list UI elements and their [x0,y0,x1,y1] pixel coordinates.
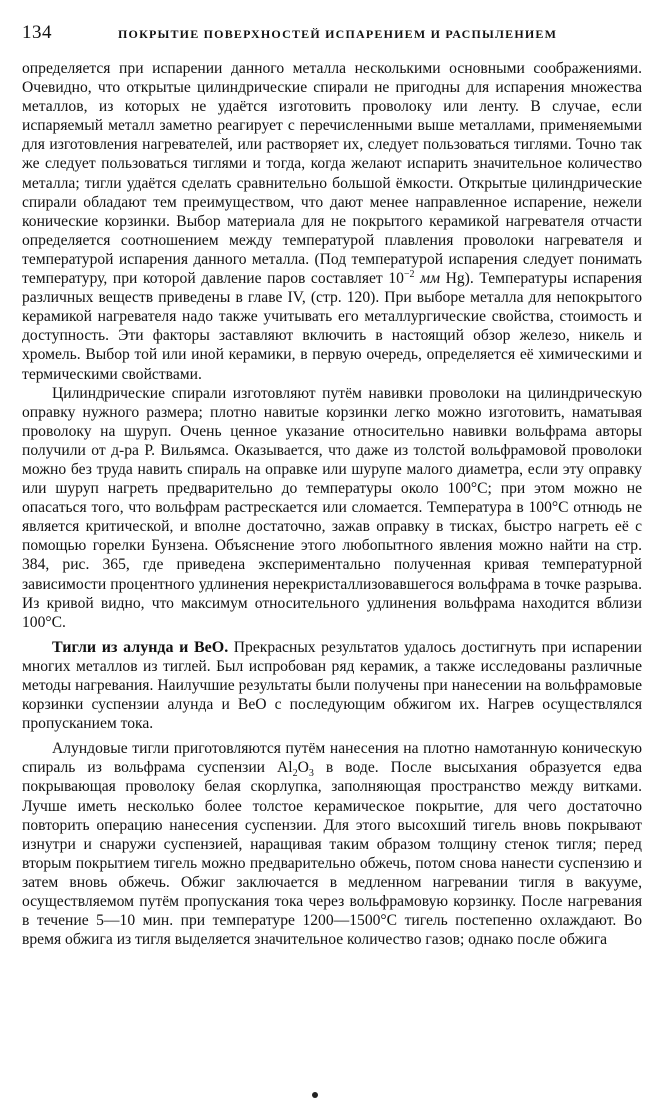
print-dot [312,1092,318,1098]
pressure-exponent: −2 [403,268,415,280]
pressure-base: 10 [388,270,404,288]
paragraph-1 [22,59,642,384]
body-text [22,59,642,949]
paragraph-4 [22,739,642,949]
paragraph-4-text-a: Алундовые тигли приготовляются путём нанесения на плотно намотанную коническую спираль из вольфрама суспензии Al [22,740,642,777]
paragraph-3-text: Прекрасных результатов удалось достигнуть при испарении многих металлов из тиглей. Был испробован ряд керамик, а также исследованы различные методы нагревания. Наилучшие результаты были получены при нанесении на вольфрамовые корзинки суспензии алунда и BeO с последующим обжигом их. Нагрев осуществлялся пропусканием тока. [22,638,642,733]
paragraph-3 [22,638,642,733]
section-heading-alundum-beo: Тигли из алунда и BeO. [52,638,229,656]
subscript-3: 3 [308,768,314,780]
subscript-2: 2 [292,768,298,780]
paragraph-4-text-b: в воде. После высыхания образуется едва покрывающая проволоку белая скорлупка, заполняющая пространство между витками. Лучше иметь несколько более толстое керамическое покрытие, для чего достаточно повторить операцию нанесения суспензии. Для этого высохший тигель вновь покрывают изнутри и снаружи суспензией, наращивая таким образом толщину стенок тигля; перед вторым покрытием тигель можно предварительно обжечь, потом снова нанести суспензию и затем вновь обжечь. Обжиг заключается в медленном нагревании тигля в вакууме, осуществляемом путём пропускания тока через вольфрамовую корзинку. После нагревания в течение 5—10 мин. при температуре 1200—1500°C тигель постепенно охлаждают. Во время обжига из тигля выделяется значительное количество газов; однако после обжига [22,759,642,949]
paragraph-1-text: определяется при испарении данного металла несколькими основными соображениями. Очевидно, что открытые цилиндрические спирали не пригодны для испарения множества металлов, из которых не удаётся изготовить проволоку или ленту. В случае, если испаряемый металл заметно реагирует с перечисленными выше металлами, применяемыми для изготовления нагревателей, или растворяет их, следует пользоваться тиглями. Точно так же следует пользоваться тиглями и тогда, когда желают испарить значительное количество металла; тигли удаётся сделать сравнительно большой ёмкости. Открытые цилиндрические спирали обладают тем преимуществом, что дают менее направленное испарение, нежели конические корзинки. Выбор материала для не покрытого керамикой нагревателя отчасти определяется соотношением между температурой плавления проволоки нагревателя и температурой испарения данного металла. (Под температурой испарения следует понимать температуру, при которой давление паров составляет [22,60,642,288]
paragraph-2: Цилиндрические спирали изготовляют путём навивки проволоки на цилиндрическую оправку нужного размера; плотно навитые корзинки легко можно изготовить, наматывая проволоку на шуруп. Очень ценное указание относительно навивки вольфрама авторы получили от д-ра Р. Вильямса. Оказывается, что даже из толстой вольфрамовой проволоки можно без труда навить спираль на оправке или шурупе малого диаметра, если эту оправку или шуруп нагреть предварительно до температуры около 100°C; при этом можно не опасаться того, что вольфрам растрескается или сломается. Температура в 100°C отнюдь не является критической, и вполне достаточно, зажав оправку в тисках, быстро нагреть её с помощью горелки Бунзена. Объяснение этого любопытного явления можно найти на стр. 384, рис. 365, где приведена экспериментально полученная кривая температурной зависимости процентного удлинения нерекристаллизовавшегося вольфрама в точке разрыва. Из кривой видно, что максимум относительного удлинения вольфрама находится вблизи 100°C. [22,384,642,631]
formula-oxygen: O [297,759,309,777]
page-header [22,22,642,56]
running-title: ПОКРЫТИЕ ПОВЕРХНОСТЕЙ ИСПАРЕНИЕМ И РАСПЫЛЕНИЕМ [118,27,558,41]
paragraph-1-tail: Hg). Температуры испарения различных веществ приведены в главе IV, (стр. 120). При выборе металла для непокрытого керамикой нагревателя надо также учитывать его металлургические свойства, стоимость и доступность. Эти факторы заставляют включить в настоящий обзор железо, никель и хромель. Выбор той или иной керамики, в первую очередь, определяется её химическими и термическими свойствами. [22,270,642,383]
pressure-unit: мм [420,270,441,288]
page-number: 134 [22,22,52,43]
